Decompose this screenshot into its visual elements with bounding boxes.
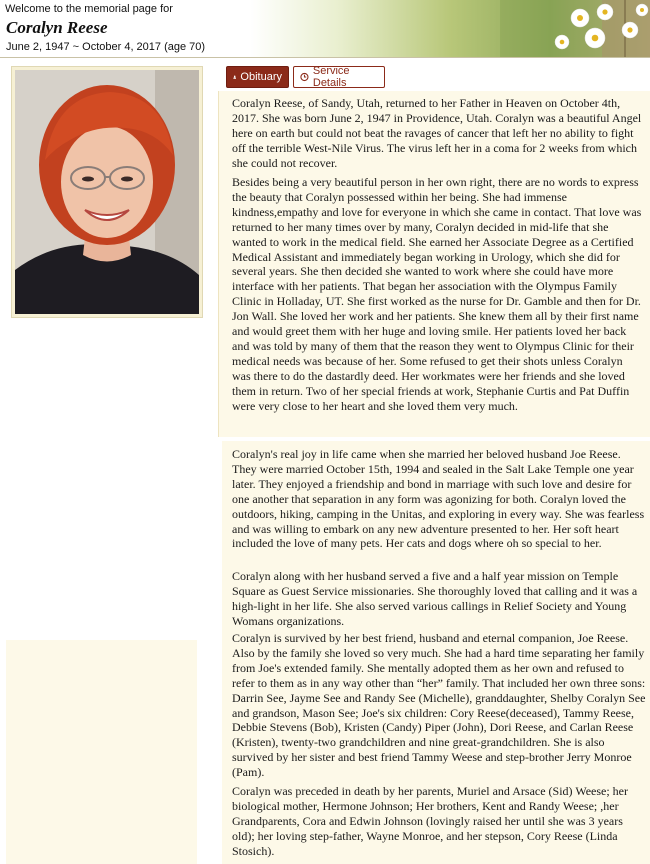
obituary-paragraph: Coralyn is survived by her best friend, husband and eternal companion, Joe Reese. Also by the family she loved so very much. She had a hard time separating her family from Joe's extended family. She mentally adopted them as her own and refused to refer to them as in any way other than “her” family. That included her own three sons: Darrin See, Jayme See and Randy See (Michelle), granddaughter, Shelby Coralyn See and grandson, Mason See; Joe's six children: Cory Reese(deceased), Tammy Reese, Debbie Stevens (Bob), Kristen (Candy) Piper (John), Dori Reese, and Carlan Reese (Kristen), twenty-two grandchildren and nine great-grandchildren. She is also survived by her sister and best friend Tammy Weese and step-brother Jerry Monroe (Pam). [232, 631, 646, 780]
portrait-frame [11, 66, 203, 318]
life-dates: June 2, 1947 ~ October 4, 2017 (age 70) [6, 41, 206, 53]
obituary-paragraph: Coralyn Reese, of Sandy, Utah, returned to her Father in Heaven on October 4th, 2017. She was born June 2, 1947 in Providence, Utah. Coralyn was a beautiful Angel here on earth but could not beat the ravages of cancer that left her no ability to fight off the terrible West-Nile Virus. The virus left her in a coma for 2 weeks from which she could not recover. [232, 96, 642, 170]
tab-obituary-label: Obituary [240, 71, 282, 83]
daisy-banner-image [250, 0, 650, 57]
obituary-paragraph: Besides being a very beautiful person in her own right, there are no words to express the beauty that Coralyn possessed within her being. She had immense kindness,empathy and love for everyone in which she came in contact. That love was returned to her many times over by many, Coralyn decided in mid-life that she wanted to work in the medical field. She earned her Associate Degree as a Certified Medical Assistant and immediately began working in Urology, which she did for several years. She then decided she wanted to work where she could have more interface with her patients. That began her association with the Olympus Family Clinic in Holladay, UT. She first worked as the nurse for Dr. Gamble and then for Dr. Jon Wall. She loved her work and her patients. She knew them all by their first name and would greet them with her huge and loving smile. Her patients loved her back and was told by many of them that the reason they went to Olympus Clinic for their medical needs was because of her. Some refused to get their shots unless Coralyn was there to do the dastardly deed. Her workmates were her friends and she loved them in return. Two of her special friends at work, Stephanie Curtis and Pat Duffin were very close to her heart and she loved them very much. [232, 175, 642, 413]
memorial-header [0, 0, 650, 58]
obituary-paragraph: Coralyn was preceded in death by her parents, Muriel and Arsace (Sid) Weese; her biological mother, Hermone Johnson; Her brothers, Kent and Randy Weese; ,her Grandparents, Cora and Edwin Johnson (lovingly raised her until she was 3 years old); her loving step-father, Wayne Monroe, and her stepson, Cory Reese (Linda Stosich). [232, 784, 629, 858]
tab-service-details[interactable] [293, 66, 385, 88]
sidebar-background [6, 640, 197, 864]
obituary-paragraph: Coralyn along with her husband served a five and a half year mission on Temple Square as Guest Service missionaries. She thoroughly loved that calling and it was a high-light in her life. She also served various callings in Relief Society and Young Womans organizations. [232, 569, 638, 628]
obituary-panel-top [218, 91, 650, 437]
clock-icon [300, 72, 309, 82]
user-icon [233, 72, 236, 82]
tab-obituary[interactable] [226, 66, 289, 88]
portrait-illustration [15, 70, 199, 314]
obituary-paragraph: Coralyn's real joy in life came when she married her beloved husband Joe Reese. They were married October 15th, 1994 and sealed in the Salt Lake Temple one year later. They enjoyed a friendship and bond in marriage with such love and desire for one another that separation in any form was agonizing for both. Coralyn loved the outdoors, hiking, camping in the Unitas, and exploring in every way. She was fearless and was willing to embark on any new adventure presented to her. Her soft heart included the love of many pets. Her cats and dogs where oh so special to her. [232, 447, 645, 551]
deceased-name: Coralyn Reese [6, 18, 108, 37]
tab-service-details-label: Service Details [312, 65, 350, 89]
obituary-panel-bottom [222, 441, 650, 864]
portrait-photo [15, 70, 199, 314]
welcome-text: Welcome to the memorial page for [5, 3, 173, 15]
